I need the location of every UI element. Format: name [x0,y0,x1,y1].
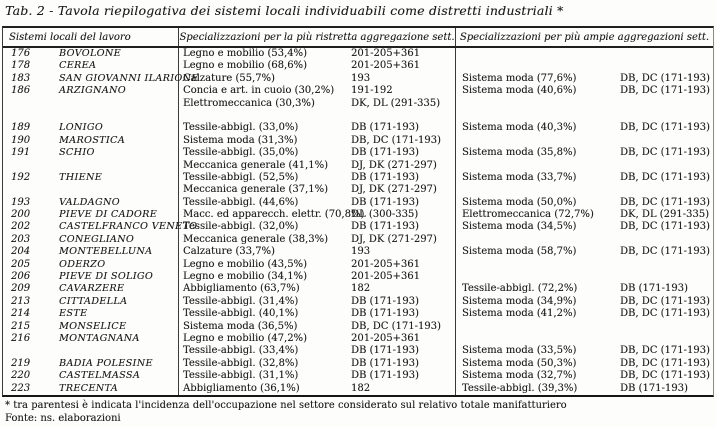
narrow-spec: Tessile-abbigl. (44,6%) [183,196,299,208]
narrow-spec: Meccanica generale (37,1%) [183,184,328,196]
wide-spec: Sistema moda (50,3%) [462,357,577,369]
table-row [3,234,713,246]
row-number: 200 [11,209,31,221]
wide-code: DK, DL (291-335) [620,209,710,221]
narrow-spec: Tessile-abbigl. (32,8%) [183,357,299,369]
table-row [3,197,713,209]
table-body [3,48,713,395]
locality-name [47,110,179,122]
wide-spec [456,98,618,110]
locality-name: ESTE [47,308,179,320]
locality-name: SAN GIOVANNI ILARIONE [47,73,179,85]
narrow-code: 193 [349,246,456,258]
row-number: 193 [11,196,31,208]
wide-spec: Sistema moda (32,7%) [462,370,577,382]
wide-spec [456,135,618,147]
table-row [3,271,713,283]
narrow-spec: Abbigliamento (36,1%) [183,382,300,394]
locality-name: CAVARZERE [47,283,179,295]
wide-spec: Sistema moda (33,7%) [462,171,577,183]
table-row [3,48,713,60]
wide-code: DB, DC (171-193) [620,171,710,183]
table-header-row [3,28,713,48]
wide-code [618,259,713,271]
narrow-code: DB (171-193) [349,296,456,308]
table-footnote: * tra parentesi è indicata l'incidenza dell'occupazione nel settore considerato sul relativo totale manifatturiero [5,400,567,411]
narrow-code: DB (171-193) [349,197,456,209]
wide-code [618,234,713,246]
narrow-code: 191-192 [349,85,456,97]
wide-spec: Sistema moda (40,3%) [462,122,577,134]
wide-code: DB, DC (171-193) [620,345,710,357]
narrow-code: DB (171-193) [349,147,456,159]
locality-name: LONIGO [47,122,179,134]
narrow-code: DJ, DK (271-297) [349,234,456,246]
narrow-spec: Concia e art. in cuoio (30,2%) [183,85,335,97]
wide-code: DB, DC (171-193) [620,295,710,307]
table-row [3,246,713,258]
wide-code [618,48,713,60]
wide-spec: Sistema moda (58,7%) [462,246,577,258]
table-row [3,370,713,382]
narrow-spec: Tessile-abbigl. (35,0%) [183,147,299,159]
wide-code [618,271,713,283]
row-number [3,160,47,172]
narrow-spec: Legno e mobilio (47,2%) [183,332,307,344]
wide-spec: Sistema moda (35,8%) [462,147,577,159]
narrow-spec: Macc. ed apparecch. elettr. (70,8%) [183,209,365,221]
wide-spec [456,333,618,345]
narrow-code: DB (171-193) [349,370,456,382]
narrow-spec: Tessile-abbigl. (52,5%) [183,171,299,183]
table-row [3,135,713,147]
narrow-spec: Sistema moda (36,5%) [183,320,298,332]
wide-code: DB, DC (171-193) [620,357,710,369]
table-caption: Tab. 2 - Tavola riepilogativa dei sistemi locali individuabili come distretti industriali * [5,3,564,18]
wide-code [618,160,713,172]
narrow-spec [179,110,349,122]
row-number: 214 [11,308,31,320]
narrow-spec: Legno e mobilio (43,5%) [183,258,307,270]
header-wide-specializations: Specializzazioni per più ampie aggregazioni sett. [459,31,710,43]
wide-code [618,321,713,333]
wide-spec [456,234,618,246]
wide-spec [456,60,618,72]
wide-code: DB, DC (171-193) [620,221,710,233]
locality-name: CASTELFRANCO VENETO [47,221,179,233]
narrow-code: DB, DC (171-193) [349,135,456,147]
source-note: Fonte: ns. elaborazioni [5,413,121,424]
row-number: 209 [11,283,31,295]
locality-name: MONSELICE [47,321,179,333]
header-local-systems: Sistemi locali del lavoro [3,28,179,46]
wide-spec: Tessile-abbigl. (39,3%) [462,382,578,394]
table-row [3,184,713,196]
wide-code [618,110,713,122]
table-row [3,98,713,110]
locality-name [47,184,179,196]
locality-name: BOVOLONE [47,48,179,60]
row-number: 178 [11,60,31,72]
locality-name: CITTADELLA [47,296,179,308]
locality-name: ARZIGNANO [47,85,179,97]
row-number: 215 [11,320,31,332]
row-number: 183 [11,72,31,84]
narrow-code: DJ, DK (271-297) [349,160,456,172]
wide-spec: Sistema moda (50,0%) [462,196,577,208]
wide-code [618,98,713,110]
narrow-spec: Tessile-abbigl. (31,1%) [183,370,299,382]
wide-code: DB, DC (171-193) [620,370,710,382]
narrow-spec: Legno e mobilio (68,6%) [183,60,307,72]
table-row [3,147,713,159]
wide-code: DB, DC (171-193) [620,122,710,134]
table-row [3,172,713,184]
row-number: 216 [11,332,31,344]
wide-code [618,60,713,72]
row-number: 213 [11,295,31,307]
locality-name: CONEGLIANO [47,234,179,246]
table-row [3,85,713,97]
narrow-spec: Legno e mobilio (34,1%) [183,271,307,283]
locality-name: CEREA [47,60,179,72]
row-number [3,184,47,196]
row-number: 219 [11,357,31,369]
narrow-code: DJ, DK (271-297) [349,184,456,196]
narrow-spec: Tessile-abbigl. (31,4%) [183,295,299,307]
row-number: 176 [11,48,31,59]
row-number: 186 [11,85,31,97]
row-number: 190 [11,134,31,146]
narrow-code: 201-205+361 [349,259,456,271]
row-number: 220 [11,370,31,382]
table-row [3,160,713,172]
row-number [3,98,47,110]
narrow-code: DB (171-193) [349,172,456,184]
narrow-code: DK, DL (291-335) [349,98,456,110]
narrow-code: 201-205+361 [349,48,456,60]
row-number: 202 [11,221,31,233]
wide-code: DB, DC (171-193) [620,246,710,258]
industrial-districts-table [2,26,714,397]
header-narrow-specializations: Specializzazioni per la più ristretta aggregazione sett. [179,28,456,46]
wide-spec [456,321,618,333]
narrow-code: DB (171-193) [349,221,456,233]
narrow-spec: Sistema moda (31,3%) [183,134,298,146]
narrow-code: DB (171-193) [349,122,456,134]
row-number: 192 [11,171,31,183]
narrow-code: 201-205+361 [349,333,456,345]
wide-spec: Sistema moda (34,9%) [462,295,577,307]
locality-name: VALDAGNO [47,197,179,209]
wide-spec [456,271,618,283]
narrow-code: DB, DC (171-193) [349,321,456,333]
wide-code [618,333,713,345]
table-row [3,283,713,295]
locality-name: CASTELMASSA [47,370,179,382]
wide-code [618,135,713,147]
narrow-spec: Abbigliamento (63,7%) [183,283,300,295]
row-number: 204 [11,246,31,258]
locality-name: MONTAGNANA [47,333,179,345]
wide-code: DB, DC (171-193) [620,85,710,97]
narrow-spec: Meccanica generale (38,3%) [183,233,328,245]
row-number: 189 [11,122,31,134]
narrow-code: DL (300-335) [349,209,456,221]
locality-name: THIENE [47,172,179,184]
locality-name: BADIA POLESINE [47,358,179,370]
narrow-spec: Tessile-abbigl. (32,0%) [183,221,299,233]
wide-spec [456,48,618,60]
wide-code: DB, DC (171-193) [620,196,710,208]
locality-name: TRECENTA [47,383,179,395]
wide-spec [456,160,618,172]
wide-spec [456,259,618,271]
narrow-spec: Meccanica generale (41,1%) [183,159,328,171]
wide-code: DB (171-193) [620,382,688,394]
narrow-code: DB (171-193) [349,308,456,320]
narrow-code: 193 [349,73,456,85]
narrow-code: 182 [349,283,456,295]
wide-code: DB, DC (171-193) [620,308,710,320]
row-number [3,345,47,357]
locality-name: ODERZO [47,259,179,271]
locality-name: PIEVE DI CADORE [47,209,179,221]
narrow-code [349,110,456,122]
narrow-spec: Elettromeccanica (30,3%) [183,97,315,109]
table-row [3,321,713,333]
narrow-code: DB (171-193) [349,345,456,357]
row-number [3,110,47,122]
locality-name: SCHIO [47,147,179,159]
locality-name: MONTEBELLUNA [47,246,179,258]
table-row [3,259,713,271]
locality-name [47,98,179,110]
narrow-spec: Tessile-abbigl. (33,0%) [183,122,299,134]
row-number: 205 [11,258,31,270]
narrow-spec: Tessile-abbigl. (40,1%) [183,308,299,320]
table-row [3,122,713,134]
row-number: 203 [11,233,31,245]
narrow-code: 201-205+361 [349,60,456,72]
wide-spec: Sistema moda (40,6%) [462,85,577,97]
table-row [3,383,713,395]
table-row [3,333,713,345]
narrow-spec: Legno e mobilio (53,4%) [183,48,307,59]
wide-spec: Sistema moda (33,5%) [462,345,577,357]
wide-spec: Sistema moda (77,6%) [462,72,577,84]
table-row [3,296,713,308]
locality-name [47,160,179,172]
locality-name [47,345,179,357]
row-number: 206 [11,271,31,283]
wide-code: DB, DC (171-193) [620,147,710,159]
table-row [3,345,713,357]
wide-spec: Sistema moda (34,5%) [462,221,577,233]
narrow-spec: Calzature (33,7%) [183,246,275,258]
wide-spec: Sistema moda (41,2%) [462,308,577,320]
narrow-code: 182 [349,383,456,395]
row-number: 191 [11,147,31,159]
locality-name: PIEVE DI SOLIGO [47,271,179,283]
table-row [3,209,713,221]
table-row [3,308,713,320]
wide-spec: Elettromeccanica (72,7%) [462,209,594,221]
table-row [3,358,713,370]
wide-code [618,184,713,196]
narrow-spec: Calzature (55,7%) [183,72,275,84]
locality-name: MAROSTICA [47,135,179,147]
table-row [3,73,713,85]
table-row [3,60,713,72]
wide-spec [456,110,618,122]
narrow-code: 201-205+361 [349,271,456,283]
narrow-code: DB (171-193) [349,358,456,370]
row-number: 223 [11,382,31,394]
wide-spec: Tessile-abbigl. (72,2%) [462,283,578,295]
wide-code: DB (171-193) [620,283,688,295]
wide-code: DB, DC (171-193) [620,72,710,84]
table-row [3,221,713,233]
wide-spec [456,184,618,196]
narrow-spec: Tessile-abbigl. (33,4%) [183,345,299,357]
table-row [3,110,713,122]
